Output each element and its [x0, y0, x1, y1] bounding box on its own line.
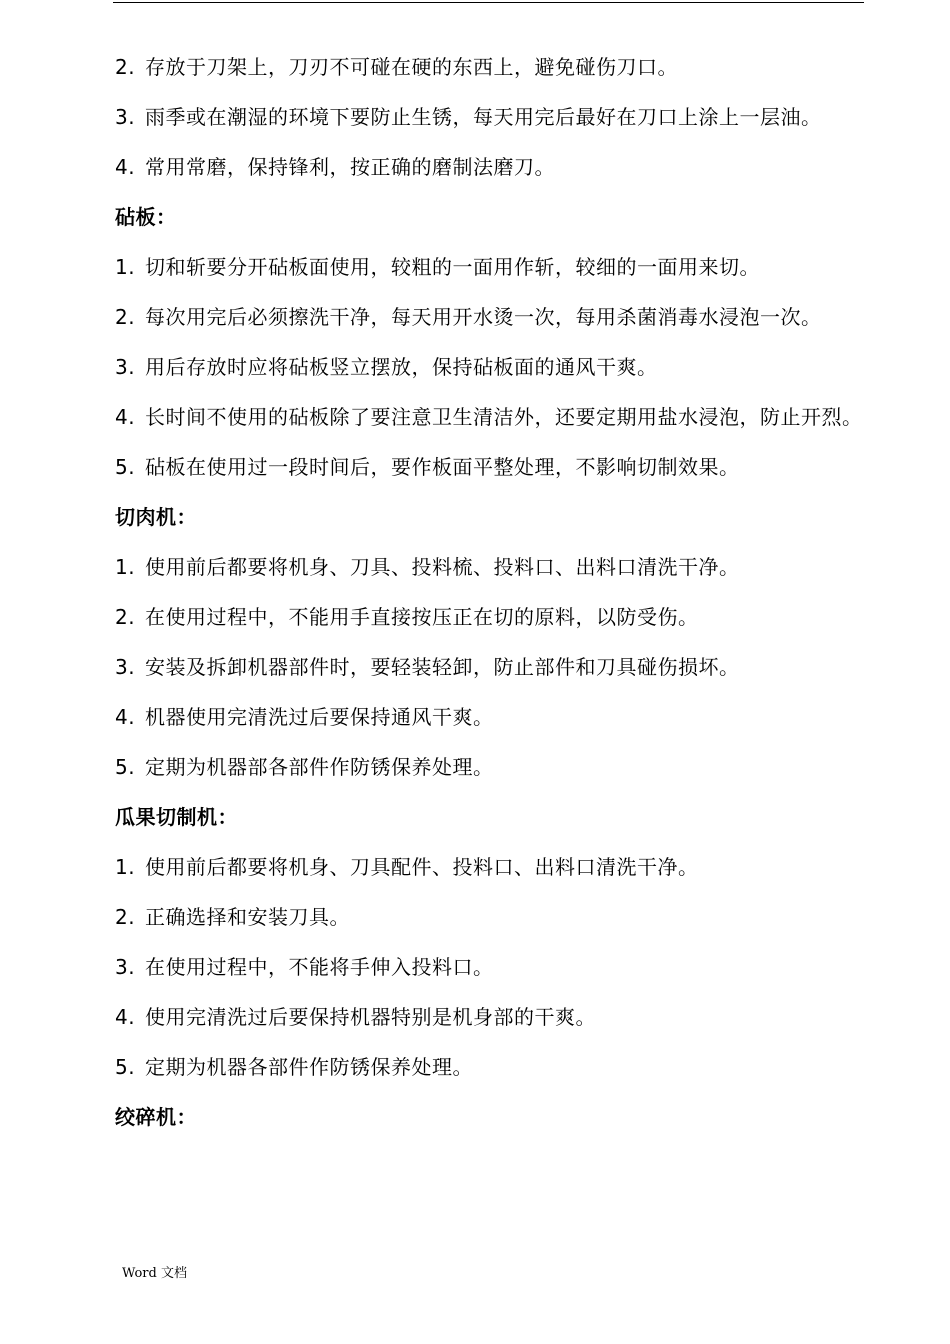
list-item — [115, 242, 867, 292]
item-text: 正确选择和安装刀具。 — [145, 905, 350, 929]
item-number: 3. — [115, 955, 136, 979]
item-text: 每次用完后必须擦洗干净，每天用开水烫一次，每用杀菌消毒水浸泡一次。 — [145, 305, 822, 329]
item-text: 定期为机器各部件作防锈保养处理。 — [145, 1055, 473, 1079]
section-cutting-board — [115, 192, 867, 492]
list-item — [115, 42, 867, 92]
list-item — [115, 292, 867, 342]
item-number: 5. — [115, 455, 136, 479]
item-text: 安装及拆卸机器部件时，要轻装轻卸，防止部件和刀具碰伤损坏。 — [145, 655, 740, 679]
page-footer: Word 文档 — [122, 1266, 187, 1281]
item-text: 使用完清洗过后要保持机器特别是机身部的干爽。 — [145, 1005, 596, 1029]
item-number: 1. — [115, 855, 136, 879]
item-text: 长时间不使用的砧板除了要注意卫生清洁外，还要定期用盐水浸泡，防止开烈。 — [145, 405, 863, 429]
item-number: 5. — [115, 1055, 136, 1079]
list-item — [115, 992, 867, 1042]
item-text: 砧板在使用过一段时间后，要作板面平整处理，不影响切制效果。 — [145, 455, 740, 479]
item-number: 3. — [115, 355, 136, 379]
list-item — [115, 842, 867, 892]
item-number: 1. — [115, 555, 136, 579]
item-number: 2. — [115, 605, 136, 629]
list-item — [115, 642, 867, 692]
list-item — [115, 442, 867, 492]
item-number: 2. — [115, 905, 136, 929]
list-item — [115, 92, 867, 142]
item-text: 用后存放时应将砧板竖立摆放，保持砧板面的通风干爽。 — [145, 355, 658, 379]
item-text: 雨季或在潮湿的环境下要防止生锈，每天用完后最好在刀口上涂上一层油。 — [145, 105, 822, 129]
item-number: 3. — [115, 105, 136, 129]
list-item — [115, 592, 867, 642]
item-number: 1. — [115, 255, 136, 279]
item-text: 在使用过程中，不能将手伸入投料口。 — [145, 955, 494, 979]
item-text: 常用常磨，保持锋利，按正确的磨制法磨刀。 — [145, 155, 555, 179]
item-text: 机器使用完清洗过后要保持通风干爽。 — [145, 705, 494, 729]
item-text: 使用前后都要将机身、刀具配件、投料口、出料口清洗干净。 — [145, 855, 699, 879]
item-number: 4. — [115, 405, 136, 429]
item-number: 2. — [115, 305, 136, 329]
item-number: 5. — [115, 755, 136, 779]
section-fruit-cutter — [115, 792, 867, 1092]
list-item — [115, 342, 867, 392]
header-rule — [113, 2, 864, 3]
item-text: 使用前后都要将机身、刀具、投料梳、投料口、出料口清洗干净。 — [145, 555, 740, 579]
section-heading: 切肉机： — [115, 505, 197, 529]
item-number: 4. — [115, 1005, 136, 1029]
section-heading: 绞碎机： — [115, 1105, 197, 1129]
item-text: 定期为机器部各部件作防锈保养处理。 — [145, 755, 494, 779]
list-item — [115, 392, 867, 442]
document-body — [115, 42, 867, 1142]
item-number: 3. — [115, 655, 136, 679]
list-item — [115, 542, 867, 592]
item-number: 4. — [115, 705, 136, 729]
section-meat-slicer — [115, 492, 867, 792]
item-text: 在使用过程中，不能用手直接按压正在切的原料，以防受伤。 — [145, 605, 699, 629]
section-grinder — [115, 1092, 867, 1142]
section-knife-care — [115, 42, 867, 192]
section-heading: 瓜果切制机： — [115, 805, 238, 829]
list-item — [115, 142, 867, 192]
list-item — [115, 942, 867, 992]
item-number: 2. — [115, 55, 136, 79]
list-item — [115, 692, 867, 742]
list-item — [115, 742, 867, 792]
item-text: 存放于刀架上，刀刃不可碰在硬的东西上，避免碰伤刀口。 — [145, 55, 678, 79]
list-item — [115, 1042, 867, 1092]
item-text: 切和斩要分开砧板面使用，较粗的一面用作斩，较细的一面用来切。 — [145, 255, 760, 279]
section-heading: 砧板： — [115, 205, 177, 229]
item-number: 4. — [115, 155, 136, 179]
list-item — [115, 892, 867, 942]
